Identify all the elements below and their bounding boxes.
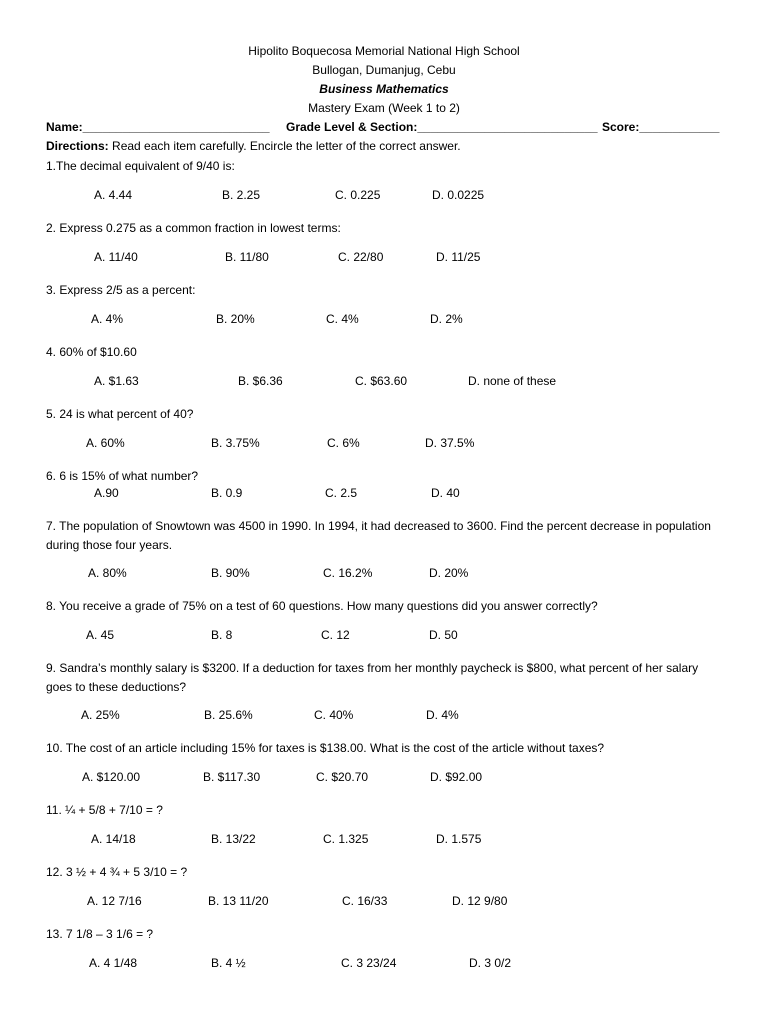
score-field: Score:____________ [602,120,720,134]
question-1: 1.The decimal equivalent of 9/40 is: [46,159,235,173]
question-9: 9. Sandra’s monthly salary is $3200. If a deduction for taxes from her monthly paycheck is $800, what percent of her salary goes to these deductions? [46,661,699,694]
q1-option-b[interactable]: B. 2.25 [222,188,261,202]
question-7: 7. The population of Snowtown was 4500 in 1990. In 1994, it had decreased to 3600. Find the percent decrease in population during those four years. [46,519,711,552]
q7-option-b[interactable]: B. 90% [211,566,250,580]
q4-option-b[interactable]: B. $6.36 [238,374,283,388]
q3-option-a[interactable]: A. 4% [91,312,124,326]
q6-option-b[interactable]: B. 0.9 [211,486,243,500]
q5-option-b[interactable]: B. 3.75% [211,436,260,450]
school-location: Bullogan, Dumanjug, Cebu [312,63,456,77]
q2-option-d[interactable]: D. 11/25 [436,250,481,264]
grade-section-field: Grade Level & Section:___________________________ [286,120,598,134]
q1-option-a[interactable]: A. 4.44 [94,188,133,202]
q5-option-d[interactable]: D. 37.5% [425,436,475,450]
q9-option-b[interactable]: B. 25.6% [204,708,253,722]
q12-option-a[interactable]: A. 12 7/16 [87,894,142,908]
q13-option-b[interactable]: B. 4 ½ [211,956,246,970]
school-name: Hipolito Boquecosa Memorial National High School [248,44,520,58]
question-4: 4. 60% of $10.60 [46,345,137,359]
question-13: 13. 7 1/8 – 3 1/6 = ? [46,927,154,941]
q7-option-c[interactable]: C. 16.2% [323,566,373,580]
q4-option-a[interactable]: A. $1.63 [94,374,139,388]
q11-option-b[interactable]: B. 13/22 [211,832,256,846]
question-6: 6. 6 is 15% of what number? [46,469,199,483]
question-11: 11. ¼ + 5/8 + 7/10 = ? [46,803,163,817]
q10-option-b[interactable]: B. $117.30 [203,770,261,784]
q2-option-c[interactable]: C. 22/80 [338,250,384,264]
q10-option-d[interactable]: D. $92.00 [430,770,483,784]
q1-option-d[interactable]: D. 0.0225 [432,188,485,202]
directions-text: Read each item carefully. Encircle the letter of the correct answer. [108,139,461,153]
q4-option-c[interactable]: C. $63.60 [355,374,408,388]
q13-option-c[interactable]: C. 3 23/24 [341,956,397,970]
q8-option-c[interactable]: C. 12 [321,628,350,642]
name-field: Name:____________________________ [46,120,270,134]
q3-option-d[interactable]: D. 2% [430,312,463,326]
q2-option-a[interactable]: A. 11/40 [94,250,138,264]
q5-option-a[interactable]: A. 60% [86,436,125,450]
q6-option-d[interactable]: D. 40 [431,486,460,500]
question-3: 3. Express 2/5 as a percent: [46,283,196,297]
q2-option-b[interactable]: B. 11/80 [225,250,269,264]
q5-option-c[interactable]: C. 6% [327,436,360,450]
q10-option-c[interactable]: C. $20.70 [316,770,369,784]
q12-option-c[interactable]: C. 16/33 [342,894,388,908]
q9-option-d[interactable]: D. 4% [426,708,459,722]
q1-option-c[interactable]: C. 0.225 [335,188,381,202]
q13-option-a[interactable]: A. 4 1/48 [89,956,138,970]
q4-option-d[interactable]: D. none of these [468,374,557,388]
q11-option-c[interactable]: C. 1.325 [323,832,369,846]
q6-option-a[interactable]: A.90 [94,486,119,500]
question-8: 8. You receive a grade of 75% on a test of 60 questions. How many questions did you answer correctly? [46,599,598,613]
q6-option-c[interactable]: C. 2.5 [325,486,358,500]
exam-title: Mastery Exam (Week 1 to 2) [308,101,460,115]
subject-title: Business Mathematics [319,82,449,96]
q9-option-a[interactable]: A. 25% [81,708,120,722]
q13-option-d[interactable]: D. 3 0/2 [469,956,512,970]
q7-option-d[interactable]: D. 20% [429,566,469,580]
question-10: 10. The cost of an article including 15% for taxes is $138.00. What is the cost of the article without taxes? [46,741,605,755]
q8-option-b[interactable]: B. 8 [211,628,233,642]
q8-option-d[interactable]: D. 50 [429,628,458,642]
directions-label: Directions: [46,139,109,153]
q9-option-c[interactable]: C. 40% [314,708,354,722]
question-12: 12. 3 ½ + 4 ¾ + 5 3/10 = ? [46,865,188,879]
q3-option-b[interactable]: B. 20% [216,312,255,326]
directions [46,139,461,153]
q10-option-a[interactable]: A. $120.00 [82,770,141,784]
question-2: 2. Express 0.275 as a common fraction in lowest terms: [46,221,341,235]
q7-option-a[interactable]: A. 80% [88,566,127,580]
question-5: 5. 24 is what percent of 40? [46,407,194,421]
q12-option-d[interactable]: D. 12 9/80 [452,894,508,908]
q3-option-c[interactable]: C. 4% [326,312,359,326]
q8-option-a[interactable]: A. 45 [86,628,115,642]
q11-option-a[interactable]: A. 14/18 [91,832,136,846]
q12-option-b[interactable]: B. 13 11/20 [208,894,269,908]
q11-option-d[interactable]: D. 1.575 [436,832,482,846]
